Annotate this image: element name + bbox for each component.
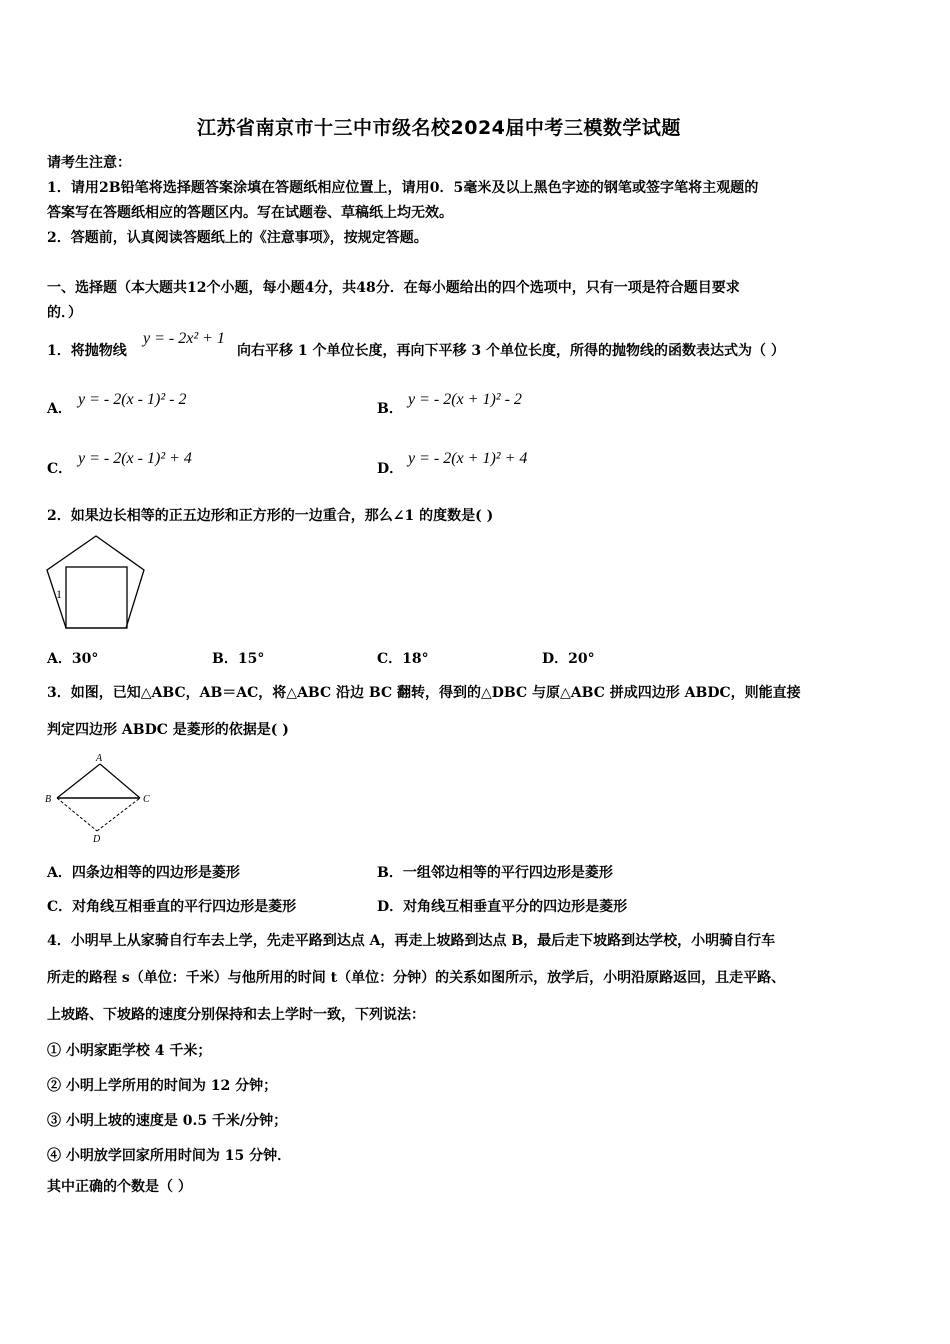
q3-option-a: A．四条边相等的四边形是菱形: [47, 865, 240, 881]
q1-option-c-label: C．: [47, 461, 73, 477]
page-title: 江苏省南京市十三中市级名校2024届中考三模数学试题: [197, 117, 681, 139]
q1-option-d-formula: y = - 2(x + 1)² + 4: [408, 450, 528, 467]
q2-option-c: C．18°: [377, 651, 429, 667]
notice-line-2: 答案写在答题纸相应的答题区内。写在试题卷、草稿纸上均无效。: [47, 205, 453, 221]
notice-heading: 请考生注意：: [47, 155, 131, 171]
q2-text: 2．如果边长相等的正五边形和正方形的一边重合，那么∠1 的度数是( ): [47, 508, 494, 524]
q4-statement-4: ④ 小明放学回家所用时间为 15 分钟．: [47, 1148, 292, 1164]
q3-rhombus-figure: [42, 750, 162, 846]
q1-option-a-formula: y = - 2(x - 1)² - 2: [78, 391, 187, 408]
q1-suffix: 向右平移 1 个单位长度，再向下平移 3 个单位长度，所得的抛物线的函数表达式为（ ）: [237, 343, 785, 359]
label-a: A: [96, 753, 103, 764]
section-heading-line-2: 的．）: [47, 305, 82, 321]
q4-statement-3: ③ 小明上坡的速度是 0.5 千米/分钟；: [47, 1113, 288, 1129]
q3-option-d: D．对角线互相垂直平分的四边形是菱形: [377, 899, 628, 915]
q4-statement-1: ① 小明家距学校 4 千米；: [47, 1043, 212, 1059]
square-shape: [66, 567, 127, 628]
q1-option-b-formula: y = - 2(x + 1)² - 2: [408, 391, 522, 408]
q4-statement-2: ② 小明上学所用的时间为 12 分钟；: [47, 1078, 278, 1094]
q2-option-d: D．20°: [542, 651, 595, 667]
label-d: D: [93, 834, 101, 845]
q2-option-a: A．30°: [47, 651, 99, 667]
q2-option-b: B．15°: [212, 651, 265, 667]
q3-line-2: 判定四边形 ABDC 是菱形的依据是( ): [47, 722, 289, 738]
label-b: B: [45, 794, 52, 805]
q4-ask: 其中正确的个数是（ ）: [47, 1179, 192, 1195]
q3-option-c: C．对角线互相垂直的平行四边形是菱形: [47, 899, 297, 915]
notice-line-3: 2．答题前，认真阅读答题纸上的《注意事项》，按规定答题。: [47, 230, 428, 246]
q1-option-c-formula: y = - 2(x - 1)² + 4: [78, 450, 192, 467]
q3-option-b: B．一组邻边相等的平行四边形是菱形: [377, 865, 613, 881]
q2-pentagon-square-figure: [42, 532, 152, 636]
q4-line-2: 所走的路程 s（单位：千米）与他所用的时间 t（单位：分钟）的关系如图所示，放学后，小明沿原路返回，且走平路、: [47, 970, 786, 986]
section-heading-line-1: 一、选择题（本大题共12个小题，每小题4分，共48分．在每小题给出的四个选项中，只有一项是符合题目要求: [47, 280, 740, 296]
q1-option-b-label: B．: [377, 401, 403, 417]
q1-option-d-label: D．: [377, 461, 404, 477]
q1-option-a-label: A．: [47, 401, 72, 417]
notice-line-1: 1．请用2B铅笔将选择题答案涂填在答题纸相应位置上，请用0．5毫米及以上黑色字迹的钢笔或签字笔将主观题的: [47, 180, 759, 196]
q1-prefix: 1．将抛物线: [47, 343, 127, 359]
q1-formula: y = - 2x² + 1: [143, 330, 225, 347]
angle-1-label: 1: [56, 587, 62, 601]
q3-line-1: 3．如图，已知△ABC，AB＝AC，将△ABC 沿边 BC 翻转，得到的△DBC 与原△ABC 拼成四边形 ABDC，则能直接: [47, 685, 801, 701]
pentagon-shape: [47, 536, 144, 628]
label-c: C: [143, 794, 150, 805]
q4-line-3: 上坡路、下坡路的速度分别保持和去上学时一致，下列说法：: [47, 1007, 425, 1023]
q4-line-1: 4．小明早上从家骑自行车去上学，先走平路到达点 A，再走上坡路到达点 B，最后走下坡路到达学校，小明骑自行车: [47, 933, 776, 949]
